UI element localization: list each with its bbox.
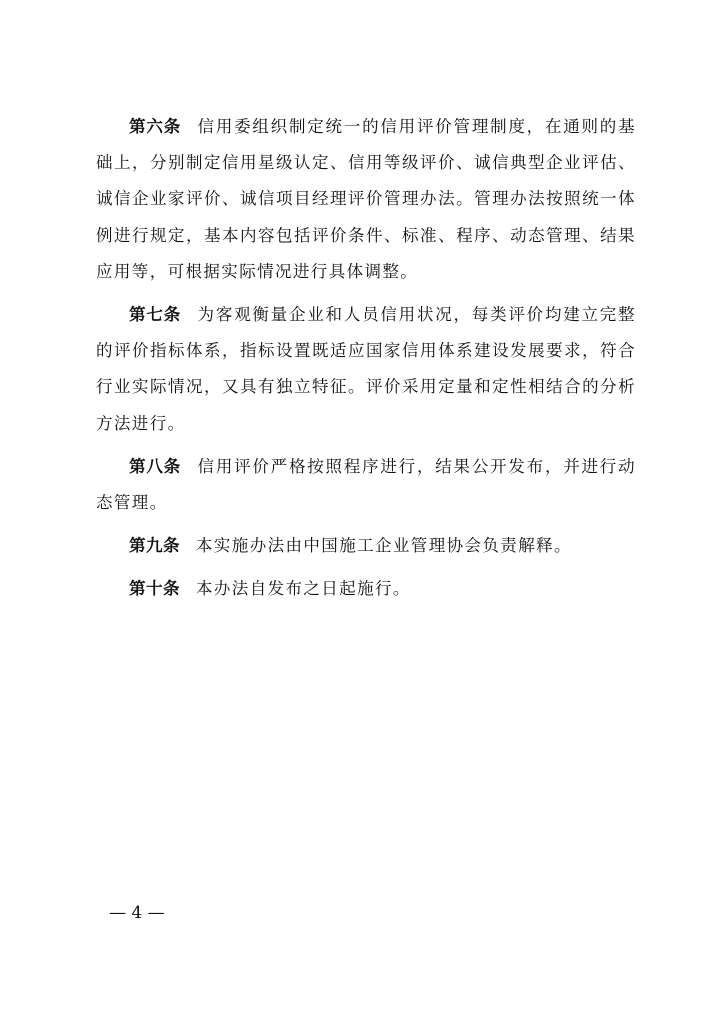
article-heading: 第十条 — [129, 579, 180, 599]
article-9 — [96, 528, 636, 564]
page-number: — 4 — — [109, 903, 165, 923]
article-heading: 第六条 — [129, 117, 182, 136]
article-text: 信用委组织制定统一的信用评价管理制度，在通则的基础上，分别制定信用星级认定、信用等级评价、诚信典型企业评估、诚信企业家评价、诚信项目经理评价管理办法。管理办法按照统一体例进行规定，基本内容包括评价条件、标准、程序、动态管理、结果应用等，可根据实际情况进行具体调整。 — [96, 117, 636, 281]
article-8 — [96, 449, 636, 521]
article-6 — [96, 109, 636, 290]
article-7 — [96, 297, 636, 442]
article-text: 本实施办法由中国施工企业管理协会负责解释。 — [196, 536, 572, 556]
document-body — [96, 109, 636, 615]
article-text: 为客观衡量企业和人员信用状况，每类评价均建立完整的评价指标体系，指标设置既适应国家信用体系建设发展要求，符合行业实际情况，又具有独立特征。评价采用定量和定性相结合的分析方法进行。 — [96, 305, 636, 433]
article-text: 本办法自发布之日起施行。 — [196, 579, 411, 599]
article-heading: 第九条 — [129, 536, 180, 556]
article-10 — [96, 571, 636, 607]
article-heading: 第八条 — [129, 456, 182, 476]
article-heading: 第七条 — [129, 305, 182, 325]
article-text: 信用评价严格按照程序进行，结果公开发布，并进行动态管理。 — [96, 456, 636, 513]
